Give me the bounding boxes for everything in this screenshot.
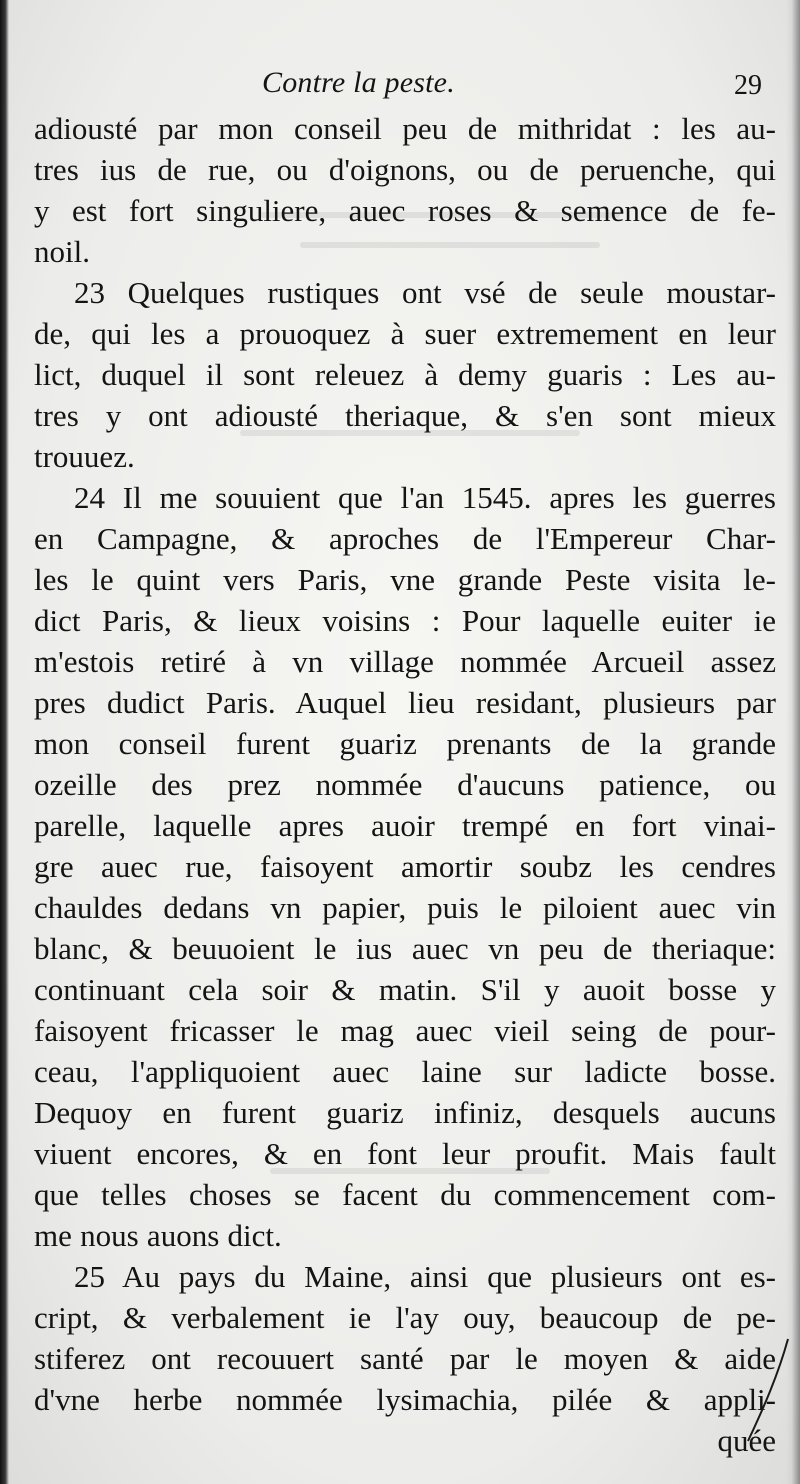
text-line: mon conseil furent guariz prenants de la grande xyxy=(34,726,776,761)
running-head xyxy=(36,66,766,106)
text-line: viuent encores, & en font leur proufit. Mais fault xyxy=(34,1136,776,1171)
text-line: m'estois retiré à vn village nommée Arcueil assez xyxy=(34,644,776,679)
text-line: ozeille des prez nommée d'aucuns patience, ou xyxy=(34,767,776,802)
text-line: stiferez ont recouuert santé par le moyen & aide xyxy=(34,1341,776,1376)
text-line: en Campagne, & aproches de l'Empereur Char- xyxy=(34,521,776,556)
paragraph-24-start: 24 Il me souuient que l'an 1545. apres les guerres xyxy=(74,480,776,515)
text-line: gre auec rue, faisoyent amortir soubz les cendres xyxy=(34,849,776,884)
paragraph-23-start: 23 Quelques rustiques ont vsé de seule moustar- xyxy=(74,275,776,310)
paragraph-25-start: 25 Au pays du Maine, ainsi que plusieurs ont es- xyxy=(74,1259,776,1294)
text-line: faisoyent fricasser le mag auec vieil seing de pour- xyxy=(34,1013,776,1048)
text-line: ceau, l'appliquoient auec laine sur ladicte bosse. xyxy=(34,1054,776,1089)
page-right-edge xyxy=(786,0,800,1484)
text-line: noil. xyxy=(34,234,90,269)
body-text xyxy=(34,108,776,1461)
text-line: d'vne herbe nommée lysimachia, pilée & appli- xyxy=(34,1382,776,1417)
catchword: quée xyxy=(717,1423,776,1458)
text-line: continuant cela soir & matin. S'il y auoit bosse y xyxy=(34,972,776,1007)
page-left-shadow xyxy=(0,0,9,1484)
text-line: que telles choses se facent du commencement com- xyxy=(34,1177,776,1212)
text-line: tres y ont adiousté theriaque, & s'en sont mieux xyxy=(34,398,776,433)
text-line: y est fort singuliere, auec roses & semence de fe- xyxy=(34,193,776,228)
text-line: parelle, laquelle apres auoir trempé en fort vinai- xyxy=(34,808,776,843)
text-line: les le quint vers Paris, vne grande Peste visita le- xyxy=(34,562,776,597)
text-line: pres dudict Paris. Auquel lieu residant, plusieurs par xyxy=(34,685,776,720)
text-line: cript, & verbalement ie l'ay ouy, beaucoup de pe- xyxy=(34,1300,776,1335)
text-line: lict, duquel il sont releuez à demy guaris : Les au- xyxy=(34,357,776,392)
text-line: chauldes dedans vn papier, puis le piloient auec vin xyxy=(34,890,776,925)
text-line: dict Paris, & lieux voisins : Pour laquelle euiter ie xyxy=(34,603,776,638)
text-line: blanc, & beuuoient le ius auec vn peu de theriaque: xyxy=(34,931,776,966)
text-line: adiousté par mon conseil peu de mithridat : les au- xyxy=(34,111,776,146)
text-line: me nous auons dict. xyxy=(34,1218,282,1253)
text-line: tres ius de rue, ou d'oignons, ou de peruenche, qui xyxy=(34,152,776,187)
text-line: de, qui les a prouoquez à suer extremement en leur xyxy=(34,316,776,351)
running-title: Contre la peste. xyxy=(262,66,455,99)
text-line: trouuez. xyxy=(34,439,135,474)
text-line: Dequoy en furent guariz infiniz, desquels aucuns xyxy=(34,1095,776,1130)
page-number: 29 xyxy=(734,70,762,101)
margin-pen-stroke xyxy=(742,1335,792,1445)
